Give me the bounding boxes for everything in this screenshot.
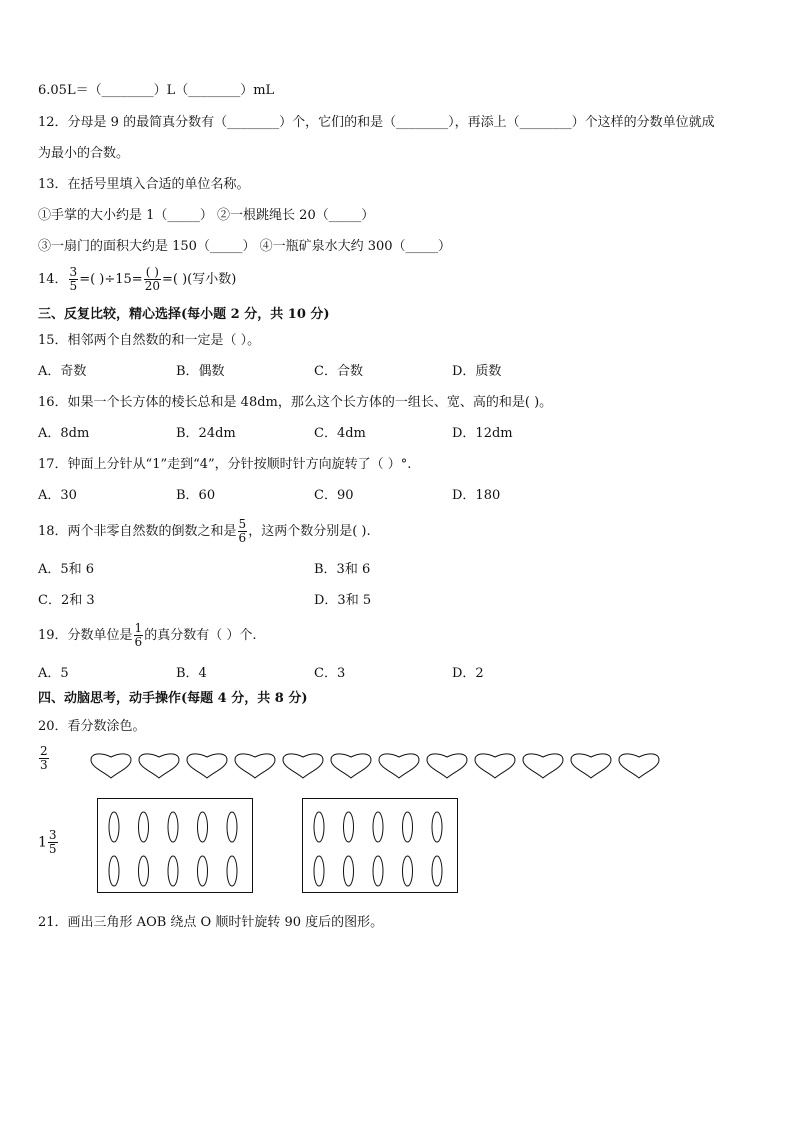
ovals-svg: [303, 799, 457, 892]
question-18-prefix: 18．两个非零自然数的倒数之和是: [38, 524, 237, 539]
oval-shape: [227, 812, 237, 842]
q15-option-b: B．偶数: [176, 364, 225, 379]
fraction-numerator: 5: [238, 517, 247, 531]
question-13-row-2: ③一扇门的面积大约是 150（_____） ④一瓶矿泉水大约 300（_____）: [38, 239, 452, 254]
question-18: [38, 518, 371, 545]
q15-option-d: D．质数: [452, 364, 502, 379]
section-3-heading: 三、反复比较，精心选择(每小题 2 分，共 10 分): [38, 307, 330, 322]
q18-option-c: C．2和 3: [38, 593, 95, 608]
heart-shape: [91, 754, 131, 778]
section-4-heading: 四、动脑思考，动手操作(每题 4 分，共 8 分): [38, 691, 308, 706]
oval-shape: [373, 856, 383, 886]
q19-option-b: B．4: [176, 666, 207, 681]
heart-shape: [139, 754, 179, 778]
oval-shape: [109, 856, 119, 886]
mixed-fraction-whole: 1: [38, 834, 47, 851]
question-17: 17．钟面上分针从“1”走到“4”，分针按顺时针方向旋转了（ ）°.: [38, 457, 412, 472]
question-14: [38, 266, 236, 293]
fraction-denominator: 20: [144, 279, 160, 293]
q16-option-a: A．8dm: [38, 426, 90, 441]
question-14-prefix: 14．: [38, 272, 68, 287]
oval-shape: [198, 812, 208, 842]
fraction-numerator: 3: [69, 265, 78, 279]
question-15: 15．相邻两个自然数的和一定是（ ）。: [38, 333, 261, 348]
oval-shape: [109, 812, 119, 842]
question-19: [38, 622, 256, 649]
heart-shape: [235, 754, 275, 778]
oval-shape: [344, 856, 354, 886]
question-18-suffix: ，这两个数分别是( ).: [248, 524, 371, 539]
heart-shape: [187, 754, 227, 778]
q15-option-c: C．合数: [314, 364, 363, 379]
q16-option-b: B．24dm: [176, 426, 236, 441]
question-21: 21．画出三角形 AOB 绕点 O 顺时针旋转 90 度后的图形。: [38, 915, 384, 930]
fraction-denominator: 6: [134, 635, 143, 649]
fraction-2-3-label: [38, 745, 50, 772]
fraction-denominator: 6: [238, 531, 247, 545]
heart-shape: [283, 754, 323, 778]
oval-shape: [373, 812, 383, 842]
unit-conversion-line: 6.05L＝（________）L（________）mL: [38, 83, 275, 98]
heart-shape: [427, 754, 467, 778]
question-14-middle: =( )÷15=: [79, 272, 143, 287]
fraction-5-6: [238, 518, 248, 545]
q16-option-c: C．4dm: [314, 426, 366, 441]
oval-shape: [314, 812, 324, 842]
question-19-prefix: 19．分数单位是: [38, 628, 133, 643]
fraction-numerator: 3: [48, 828, 57, 842]
fraction-numerator: 1: [134, 621, 143, 635]
fraction-1-6: [134, 622, 144, 649]
fraction-blank-20: [144, 266, 161, 293]
oval-shape: [227, 856, 237, 886]
heart-shape: [571, 754, 611, 778]
oval-shape: [344, 812, 354, 842]
fraction-3-5: [48, 829, 58, 856]
heart-shape: [379, 754, 419, 778]
fraction-numerator: 2: [40, 744, 48, 758]
fraction-3-5: [69, 266, 79, 293]
oval-rectangle-1: [97, 798, 253, 893]
q18-option-a: A．5和 6: [38, 562, 95, 577]
oval-shape: [139, 856, 149, 886]
heart-shape: [475, 754, 515, 778]
q18-option-d: D．3和 5: [314, 593, 372, 608]
heart-shape: [331, 754, 371, 778]
question-13-row-1: ①手掌的大小约是 1（_____） ②一根跳绳长 20（_____）: [38, 208, 375, 223]
ovals-svg: [98, 799, 252, 892]
question-16: 16．如果一个长方体的棱长总和是 48dm，那么这个长方体的一组长、宽、高的和是( )。: [38, 395, 553, 410]
question-19-suffix: 的真分数有（ ）个.: [144, 628, 257, 643]
oval-rectangle-2: [302, 798, 458, 893]
fraction-numerator: ( ): [144, 266, 161, 280]
fraction-2-3: [39, 745, 49, 772]
question-20: 20．看分数涂色。: [38, 719, 146, 734]
question-12-line-2: 为最小的合数。: [38, 146, 130, 161]
oval-shape: [403, 812, 413, 842]
oval-shape: [139, 812, 149, 842]
q17-option-c: C．90: [314, 488, 354, 503]
q17-option-d: D．180: [452, 488, 501, 503]
q19-option-a: A．5: [38, 666, 69, 681]
q16-option-d: D．12dm: [452, 426, 513, 441]
oval-shape: [198, 856, 208, 886]
q19-option-c: C．3: [314, 666, 346, 681]
mixed-fraction-1-3-5: [38, 829, 59, 856]
hearts-svg: [90, 752, 670, 780]
question-14-suffix: =( )(写小数): [161, 272, 237, 287]
oval-shape: [403, 856, 413, 886]
heart-shape: [619, 754, 659, 778]
q17-option-b: B．60: [176, 488, 216, 503]
fraction-denominator: 5: [69, 279, 78, 293]
question-12-line-1: 12．分母是 9 的最简真分数有（________）个，它们的和是（________），再添上（________）个这样的分数单位就成: [38, 115, 715, 130]
q18-option-b: B．3和 6: [314, 562, 371, 577]
heart-shape: [523, 754, 563, 778]
oval-shape: [314, 856, 324, 886]
oval-shape: [168, 856, 178, 886]
oval-shape: [168, 812, 178, 842]
q19-option-d: D．2: [452, 666, 484, 681]
oval-shape: [432, 812, 442, 842]
fraction-denominator: 5: [48, 842, 57, 856]
oval-shape: [432, 856, 442, 886]
question-13-title: 13．在括号里填入合适的单位名称。: [38, 177, 250, 192]
q17-option-a: A．30: [38, 488, 77, 503]
hearts-row: [90, 752, 670, 780]
fraction-denominator: 3: [40, 758, 48, 772]
q15-option-a: A．奇数: [38, 364, 87, 379]
